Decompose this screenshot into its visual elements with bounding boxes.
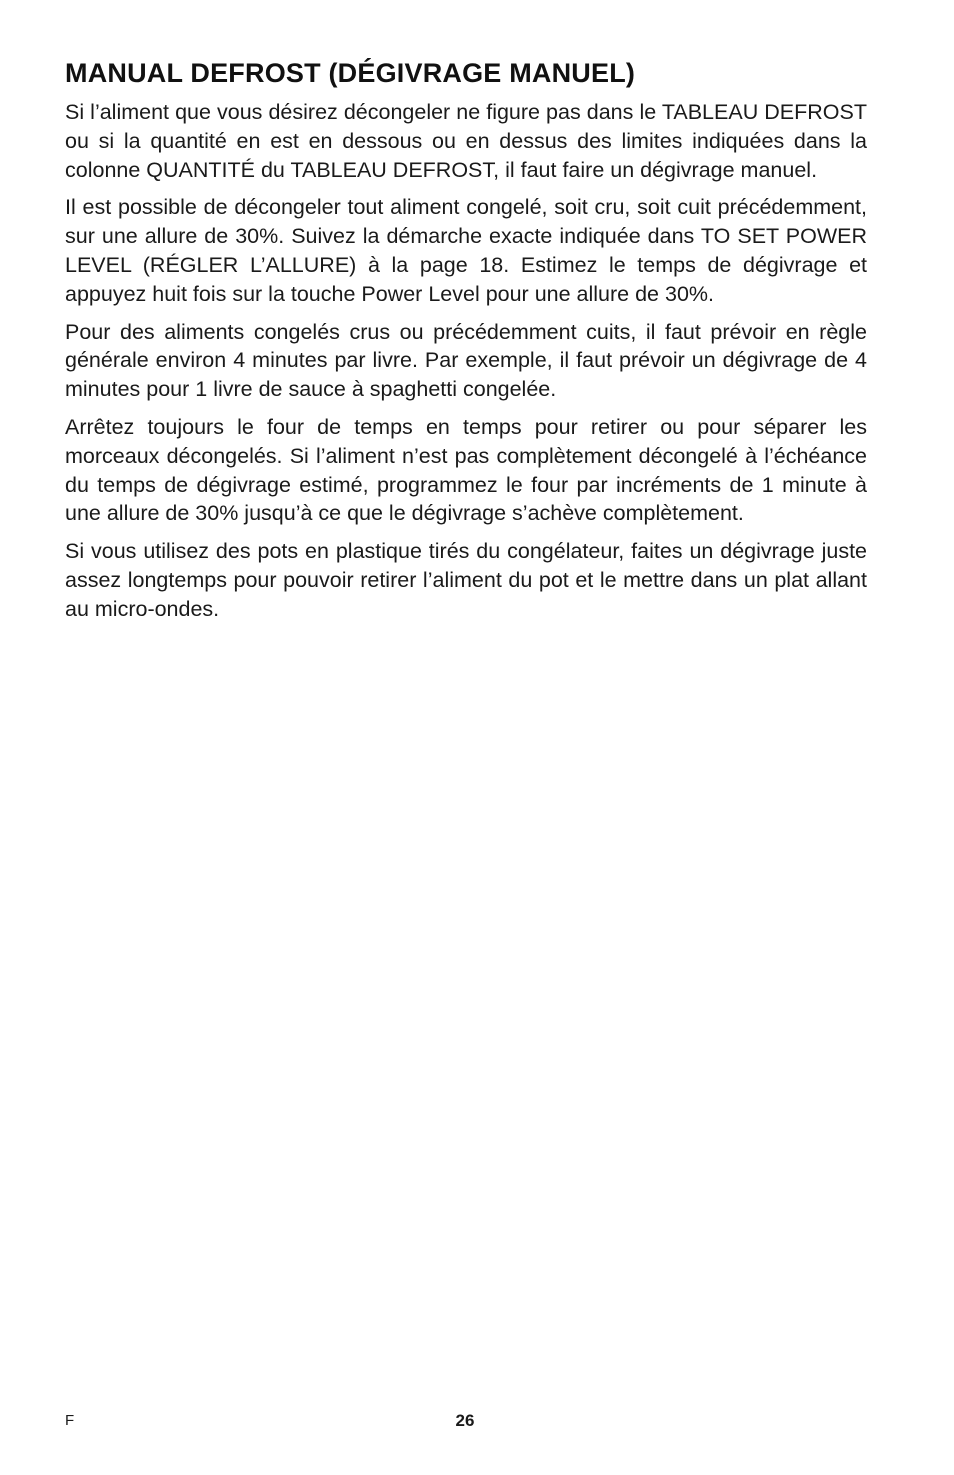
paragraph-plastic-containers: Si vous utilisez des pots en plastique tirés du congélateur, faites un dégivrage juste assez longtemps pour pouvoir retirer l’aliment du pot et le mettre dans un plat allant au micro-ondes. [65,539,867,621]
paragraph-time-per-pound: Pour des aliments congelés crus ou précédemment cuits, il faut prévoir en règle générale environ 4 minutes par livre. Par exemple, il faut prévoir un dégivrage de 4 minutes pour 1 livre de sauce à spaghetti congelée. [65,319,867,402]
section-heading: MANUAL DEFROST (DÉGIVRAGE MANUEL) [65,58,636,88]
language-marker: F [65,1412,75,1429]
page-content [65,56,867,633]
paragraph-manual-defrost-intro: Si l’aliment que vous désirez décongeler ne figure pas dans le TABLEAU DEFROST ou si la quantité en est en dessous ou en dessus des limites indiquées dans la colonne QUANTITÉ du TABLEAU DEFROST, il faut faire un dégivrage manuel. [65,100,867,182]
page-number: 26 [455,1411,475,1430]
paragraph-power-level: Il est possible de décongeler tout aliment congelé, soit cru, soit cuit précédemment, sur une allure de 30%. Suivez la démarche exacte indiquée dans TO SET POWER LEVEL (RÉGLER L’ALLURE) à la page 18. Estimez le temps de dégivrage et appuyez huit fois sur la touche Power Level pour une allure de 30%. [65,195,867,306]
paragraph-stop-and-separate: Arrêtez toujours le four de temps en temps pour retirer ou pour séparer les morceaux décongelés. Si l’aliment n’est pas complètement décongelé à l’échéance du temps de dégivrage estimé, programmez le four par incréments de 1 minute à une allure de 30% jusqu’à ce que le dégivrage s’achève complètement. [65,414,867,526]
